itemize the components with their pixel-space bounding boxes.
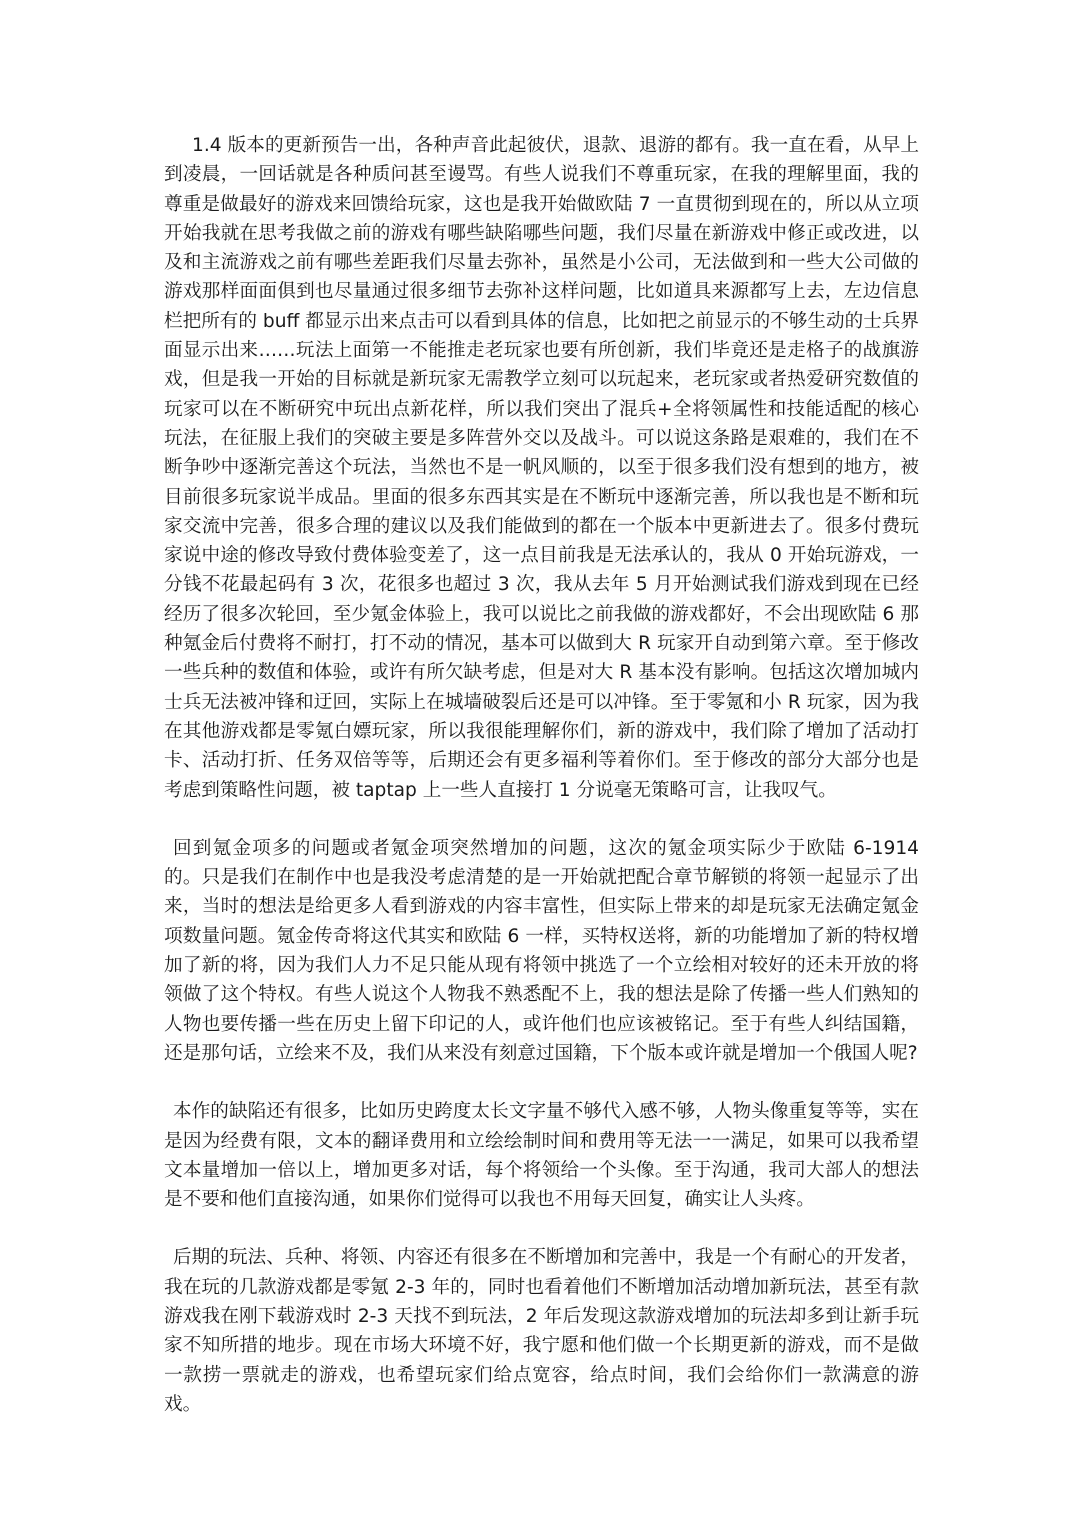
paragraph-3: 本作的缺陷还有很多，比如历史跨度太长文字量不够代入感不够，人物头像重复等等，实在是因为经费有限，文本的翻译费用和立绘绘制时间和费用等无法一一满足，如果可以我希望文本量增加一倍以上，增加更多对话，每个将领给一个头像。至于沟通，我司大部人的想法是不要和他们直接沟通，如果你们觉得可以我也不用每天回复，确实让人头疼。 <box>164 1101 919 1211</box>
paragraph-1: 1.4 版本的更新预告一出，各种声音此起彼伏，退款、退游的都有。我一直在看，从早上到凌晨，一回话就是各种质问甚至谩骂。有些人说我们不尊重玩家，在我的理解里面，我的尊重是做最好的游戏来回馈给玩家，这也是我开始做欧陆 7 一直贯彻到现在的，所以从立项开始我就在思考我做之前的游戏有哪些缺陷哪些问题，我们尽量在新游戏中修正或改进，以及和主流游戏之前有哪些差距我们尽量去弥补，虽然是小公司，无法做到和一些大公司做的游戏那样面面俱到也尽量通过很多细节去弥补这样问题，比如道具来源都写上去，左边信息栏把所有的 buff 都显示出来点击可以看到具体的信息，比如把之前显示的不够生动的士兵界面显示出来……玩法上面第一不能推走老玩家也要有所创新，我们毕竟还是走格子的战旗游戏，但是我一开始的目标就是新玩家无需教学立刻可以玩起来，老玩家或者热爱研究数值的玩家可以在不断研究中玩出点新花样，所以我们突出了混兵+全将领属性和技能适配的核心玩法，在征服上我们的突破主要是多阵营外交以及战斗。可以说这条路是艰难的，我们在不断争吵中逐渐完善这个玩法，当然也不是一帆风顺的，以至于很多我们没有想到的地方，被目前很多玩家说半成品。里面的很多东西其实是在不断玩中逐渐完善，所以我也是不断和玩家交流中完善，很多合理的建议以及我们能做到的都在一个版本中更新进去了。很多付费玩家说中途的修改导致付费体验变差了，这一点目前我是无法承认的，我从 0 开始玩游戏，一分钱不花最起码有 3 次，花很多也超过 3 次，我从去年 5 月开始测试我们游戏到现在已经经历了很多次轮回，至少氪金体验上，我可以说比之前我做的游戏都好，不会出现欧陆 6 那种氪金后付费将不耐打，打不动的情况，基本可以做到大 R 玩家开自动到第六章。至于修改一些兵种的数值和体验，或许有所欠缺考虑，但是对大 R 基本没有影响。包括这次增加城内士兵无法被冲锋和迂回，实际上在城墙破裂后还是可以冲锋。至于零氪和小 R 玩家，因为我在其他游戏都是零氪白嫖玩家，所以我很能理解你们，新的游戏中，我们除了增加了活动打卡、活动打折、任务双倍等等，后期还会有更多福利等着你们。至于修改的部分大部分也是考虑到策略性问题，被 taptap 上一些人直接打 1 分说毫无策略可言，让我叹气。 <box>164 135 919 801</box>
paragraph-4: 后期的玩法、兵种、将领、内容还有很多在不断增加和完善中，我是一个有耐心的开发者，我在玩的几款游戏都是零氪 2-3 年的，同时也看着他们不断增加活动增加新玩法，甚至有款游戏我在刚下载游戏时 2-3 天找不到玩法，2 年后发现这款游戏增加的玩法却多到让新手玩家不知所措的地步。现在市场大环境不好，我宁愿和他们做一个长期更新的游戏，而不是做一款捞一票就走的游戏，也希望玩家们给点宽容，给点时间，我们会给你们一款满意的游戏。 <box>164 1247 919 1415</box>
paragraph-2: 回到氪金项多的问题或者氪金项突然增加的问题，这次的氪金项实际少于欧陆 6-1914 的。只是我们在制作中也是我没考虑清楚的是一开始就把配合章节解锁的将领一起显示了出来，当时的想法是给更多人看到游戏的内容丰富性，但实际上带来的却是玩家无法确定氪金项数量问题。氪金传奇将这代其实和欧陆 6 一样，买特权送将，新的功能增加了新的特权增加了新的将，因为我们人力不足只能从现有将领中挑选了一个立绘相对较好的还未开放的将领做了这个特权。有些人说这个人物我不熟悉配不上，我的想法是除了传播一些人们熟知的人物也要传播一些在历史上留下印记的人，或许他们也应该被铭记。至于有些人纠结国籍，还是那句话，立绘来不及，我们从来没有刻意过国籍，下个版本或许就是增加一个俄国人呢? <box>164 837 919 1064</box>
letter-body <box>164 131 919 1419</box>
